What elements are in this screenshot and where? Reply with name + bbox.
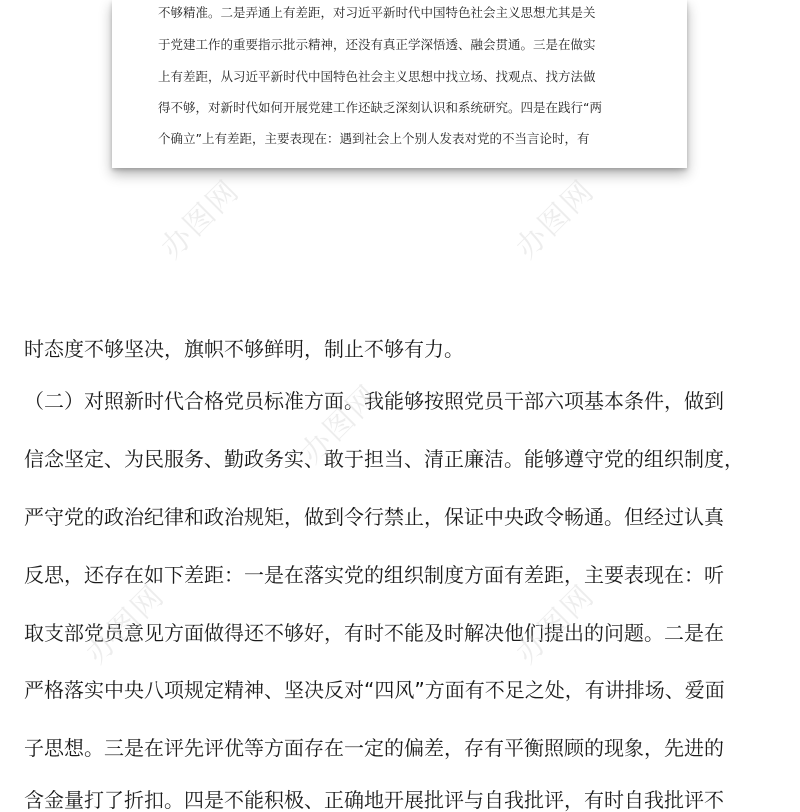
- body-text-line: （二）对照新时代合格党员标准方面。我能够按照党员干部六项基本条件，做到: [24, 389, 724, 413]
- body-text-line: 取支部党员意见方面做得还不够好，有时不能及时解决他们提出的问题。二是在: [24, 621, 724, 645]
- body-text-line: 含金量打了折扣。四是不能积极、正确地开展批评与自我批评，有时自我批评不: [24, 788, 724, 812]
- body-text-line: 子思想。三是在评先评优等方面存在一定的偏差，存有平衡照顾的现象，先进的: [24, 736, 724, 760]
- card-text-line: 不够精准。二是弄通上有差距，对习近平新时代中国特色社会主义思想尤其是关: [158, 5, 596, 20]
- document-preview-card: [112, 0, 687, 168]
- watermark: 办图网: [509, 173, 602, 266]
- body-text-line: 时态度不够坚决，旗帜不够鲜明，制止不够有力。: [24, 337, 464, 361]
- card-text-line: 上有差距，从习近平新时代中国特色社会主义思想中找立场、找观点、找方法做: [158, 69, 596, 84]
- card-text-line: 于党建工作的重要指示批示精神，还没有真正学深悟透、融会贯通。三是在做实: [158, 37, 596, 52]
- body-text-line: 信念坚定、为民服务、勤政务实、敢于担当、清正廉洁。能够遵守党的组织制度，: [24, 447, 744, 471]
- body-text-line: 反思，还存在如下差距：一是在落实党的组织制度方面有差距，主要表现在：听: [24, 563, 724, 587]
- card-text-line: 个确立”上有差距，主要表现在：遇到社会上个别人发表对党的不当言论时，有: [158, 131, 590, 146]
- body-text-line: 严守党的政治纪律和政治规矩，做到令行禁止，保证中央政令畅通。但经过认真: [24, 505, 724, 529]
- body-text-line: 严格落实中央八项规定精神、坚决反对“四风”方面有不足之处，有讲排场、爱面: [24, 678, 725, 702]
- card-text-line: 得不够，对新时代如何开展党建工作还缺乏深刻认识和系统研究。四是在践行“两: [158, 100, 602, 115]
- watermark: 办图网: [294, 378, 387, 471]
- watermark: 办图网: [154, 173, 247, 266]
- watermark: 办图网: [79, 578, 172, 671]
- watermark: 办图网: [509, 578, 602, 671]
